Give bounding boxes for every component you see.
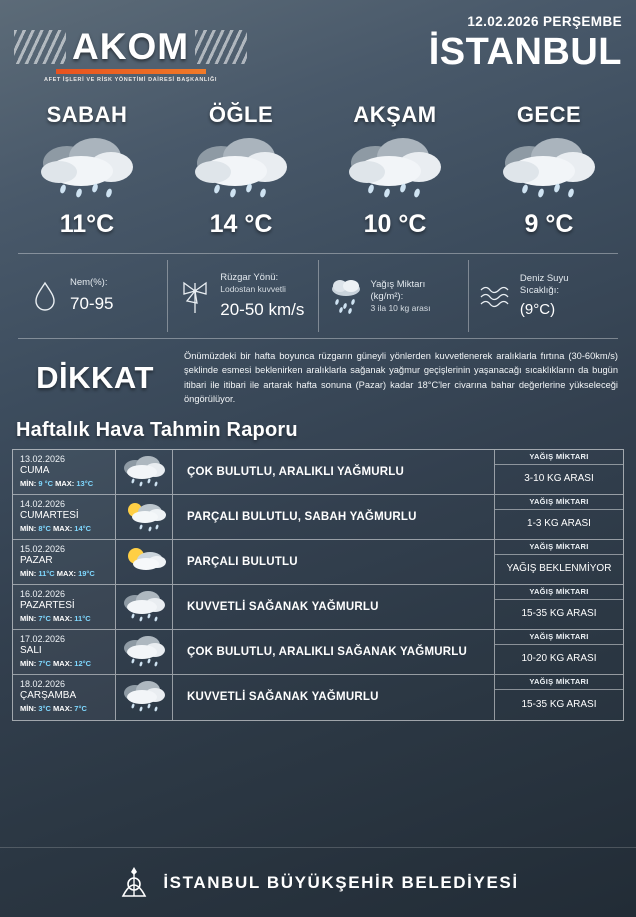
rain-header: YAĞIŞ MİKTARI (495, 630, 623, 645)
metric-sublabel: Lodostan kuvvetli (220, 284, 286, 294)
row-day: PAZARTESİ (20, 599, 75, 611)
akom-logo (14, 8, 247, 83)
rain-cloud-icon (116, 675, 173, 720)
header-right (429, 8, 622, 74)
row-rain-cell (495, 495, 623, 539)
rain-cloud-icon (116, 585, 173, 629)
row-description: ÇOK BULUTLU, ARALIKLI SAĞANAK YAĞMURLU (173, 630, 495, 674)
rain-cloud-icon (164, 128, 318, 208)
daypart-label: ÖĞLE (208, 102, 274, 127)
row-day: CUMARTESİ (20, 509, 79, 521)
rain-cloud-icon (116, 630, 173, 674)
row-min-label: MİN: (20, 568, 37, 578)
akom-logo-text: AKOM (72, 26, 190, 67)
table-row (13, 540, 623, 585)
page-footer (0, 847, 636, 917)
daypart-temp: 9 °C (524, 210, 574, 238)
rain-value: 15-35 KG ARASI (521, 608, 597, 620)
rain-value: 15-35 KG ARASI (521, 698, 597, 710)
row-min: 11°C (38, 568, 55, 578)
row-max-label: MAX: (53, 613, 73, 623)
precipitation-icon (329, 277, 363, 315)
metrics-row (18, 253, 618, 339)
table-row (13, 675, 623, 720)
row-minmax (20, 704, 110, 713)
row-min-label: MİN: (20, 613, 37, 623)
row-min: 7°C (38, 658, 51, 668)
table-row (13, 630, 623, 675)
akom-logo-subtitle: AFET İŞLERİ VE RİSK YÖNETİMİ DAİRESİ BAŞKANLIĞI (44, 77, 217, 83)
row-minmax (20, 479, 110, 488)
rain-header: YAĞIŞ MİKTARI (495, 675, 623, 690)
row-date: 13.02.2026 (20, 453, 66, 464)
ibb-logo-icon (117, 864, 151, 902)
row-minmax (20, 614, 110, 623)
row-day: PAZAR (20, 554, 53, 566)
daypart-label: SABAH (46, 102, 128, 127)
row-day: SALI (20, 644, 42, 656)
row-max-label: MAX: (55, 478, 75, 488)
warning-section (16, 349, 620, 407)
row-date-cell (13, 630, 116, 674)
row-date-cell (13, 675, 116, 720)
metric-humidity (18, 260, 167, 332)
metric-wind (167, 260, 317, 332)
row-rain-cell (495, 630, 623, 674)
rain-header: YAĞIŞ MİKTARI (495, 540, 623, 555)
row-date: 15.02.2026 (20, 543, 66, 554)
rain-cloud-icon (10, 128, 164, 208)
row-min: 9 °C (38, 478, 54, 488)
metric-value: 70-95 (70, 294, 114, 314)
sea-wave-icon (479, 283, 512, 309)
daypart-gece (472, 102, 626, 239)
row-max-label: MAX: (53, 703, 73, 713)
hatch-right-icon (195, 30, 247, 64)
logo-underline (56, 69, 206, 74)
row-description: PARÇALI BULUTLU, SABAH YAĞMURLU (173, 495, 495, 539)
row-min-label: MİN: (20, 478, 37, 488)
row-description: KUVVETLİ SAĞANAK YAĞMURLU (173, 675, 495, 720)
metric-label: Rüzgar Yönü: (220, 272, 279, 284)
metric-label: Nem(%): (70, 277, 108, 289)
metric-precipitation (318, 260, 468, 332)
daypart-temp: 10 °C (363, 210, 427, 238)
row-max-label: MAX: (56, 568, 76, 578)
row-max: 11°C (74, 613, 91, 623)
row-date: 16.02.2026 (20, 588, 66, 599)
daypart-ogle (164, 102, 318, 239)
rain-header: YAĞIŞ MİKTARI (495, 585, 623, 600)
row-max: 14°C (74, 523, 92, 533)
table-row (13, 450, 623, 495)
daypart-sabah (10, 102, 164, 239)
rain-header: YAĞIŞ MİKTARI (495, 495, 623, 510)
rain-value: 10-20 KG ARASI (521, 653, 597, 665)
row-description: ÇOK BULUTLU, ARALIKLI YAĞMURLU (173, 450, 495, 494)
city-name: İSTANBUL (428, 31, 622, 73)
report-date: 12.02.2026 PERŞEMBE (467, 14, 622, 29)
row-date: 17.02.2026 (20, 633, 66, 644)
row-rain-cell (495, 585, 623, 629)
row-date-cell (13, 450, 116, 494)
rain-value: YAĞIŞ BEKLENMİYOR (506, 563, 612, 575)
metric-sea-temp (468, 260, 618, 332)
row-max: 13°C (76, 478, 94, 488)
row-day: ÇARŞAMBA (20, 689, 77, 701)
row-minmax (20, 524, 110, 533)
table-row (13, 495, 623, 540)
row-max: 12°C (74, 658, 92, 668)
row-minmax (20, 659, 110, 668)
row-rain-cell (495, 450, 623, 494)
dayparts-row (0, 96, 636, 239)
row-min: 8°C (38, 523, 51, 533)
humidity-drop-icon (28, 281, 62, 311)
sun-cloud-icon (116, 540, 173, 584)
metric-label: Yağış Miktarı (kg/m²): (370, 278, 426, 302)
metric-sublabel: 3 ila 10 kg arası (370, 302, 431, 313)
rain-cloud-icon (318, 128, 472, 208)
row-description: PARÇALI BULUTLU (173, 540, 495, 584)
row-max: 7°C (74, 703, 87, 713)
row-minmax (20, 569, 110, 578)
row-date: 14.02.2026 (20, 498, 66, 509)
row-max-label: MAX: (53, 658, 73, 668)
hatch-left-icon (14, 30, 66, 64)
daypart-temp: 11°C (59, 210, 115, 238)
warning-text: Önümüzdeki bir hafta boyunca rüzgarın güneyli yönlerden kuvvetlenerek aralıklarla fırtına (30-60km/s) şeklinde esmesi beklenirken aralıklarla sağanak yağmur geçişlerinin yaşanacağı sıcaklıkların da bugün itibari ile itibari ile artarak hafta sonuna (Pazar) kadar 18°C'ler civarına bahar değerlerine yükseleceği öngörülüyor. (184, 351, 618, 405)
warning-title: DİKKAT (36, 359, 154, 395)
row-min: 3°C (38, 703, 51, 713)
row-date-cell (13, 495, 116, 539)
row-max: 19°C (78, 568, 95, 578)
row-date-cell (13, 540, 116, 584)
daypart-label: GECE (516, 102, 582, 127)
sun-cloud-rain-icon (116, 495, 173, 539)
metric-value: (9°C) (519, 300, 556, 318)
row-description: KUVVETLİ SAĞANAK YAĞMURLU (173, 585, 495, 629)
rain-cloud-icon (472, 128, 626, 208)
rain-value: 3-10 KG ARASI (524, 473, 594, 485)
row-max-label: MAX: (53, 523, 73, 533)
metric-label: Deniz Suyu Sıcaklığı: (519, 272, 569, 296)
weekly-report-title: Haftalık Hava Tahmin Raporu (16, 418, 298, 441)
row-date-cell (13, 585, 116, 629)
row-min: 7°C (38, 613, 51, 623)
rain-header: YAĞIŞ MİKTARI (495, 450, 623, 465)
row-min-label: MİN: (20, 703, 37, 713)
weekly-forecast-table (12, 449, 624, 721)
page-header (0, 0, 636, 96)
row-min-label: MİN: (20, 523, 37, 533)
metric-value: 20-50 km/s (220, 299, 305, 319)
daypart-aksam (318, 102, 472, 239)
row-day: CUMA (20, 464, 50, 476)
rain-value: 1-3 KG ARASI (527, 518, 591, 530)
row-min-label: MİN: (20, 658, 37, 668)
wind-vane-icon (178, 277, 212, 315)
table-row (13, 585, 623, 630)
rain-cloud-icon (116, 450, 173, 494)
row-date: 18.02.2026 (20, 678, 66, 689)
daypart-label: AKŞAM (353, 102, 437, 127)
row-rain-cell (495, 675, 623, 720)
daypart-temp: 14 °C (209, 210, 273, 238)
row-rain-cell (495, 540, 623, 584)
footer-title: İSTANBUL BÜYÜKŞEHİR BELEDİYESİ (163, 872, 519, 892)
